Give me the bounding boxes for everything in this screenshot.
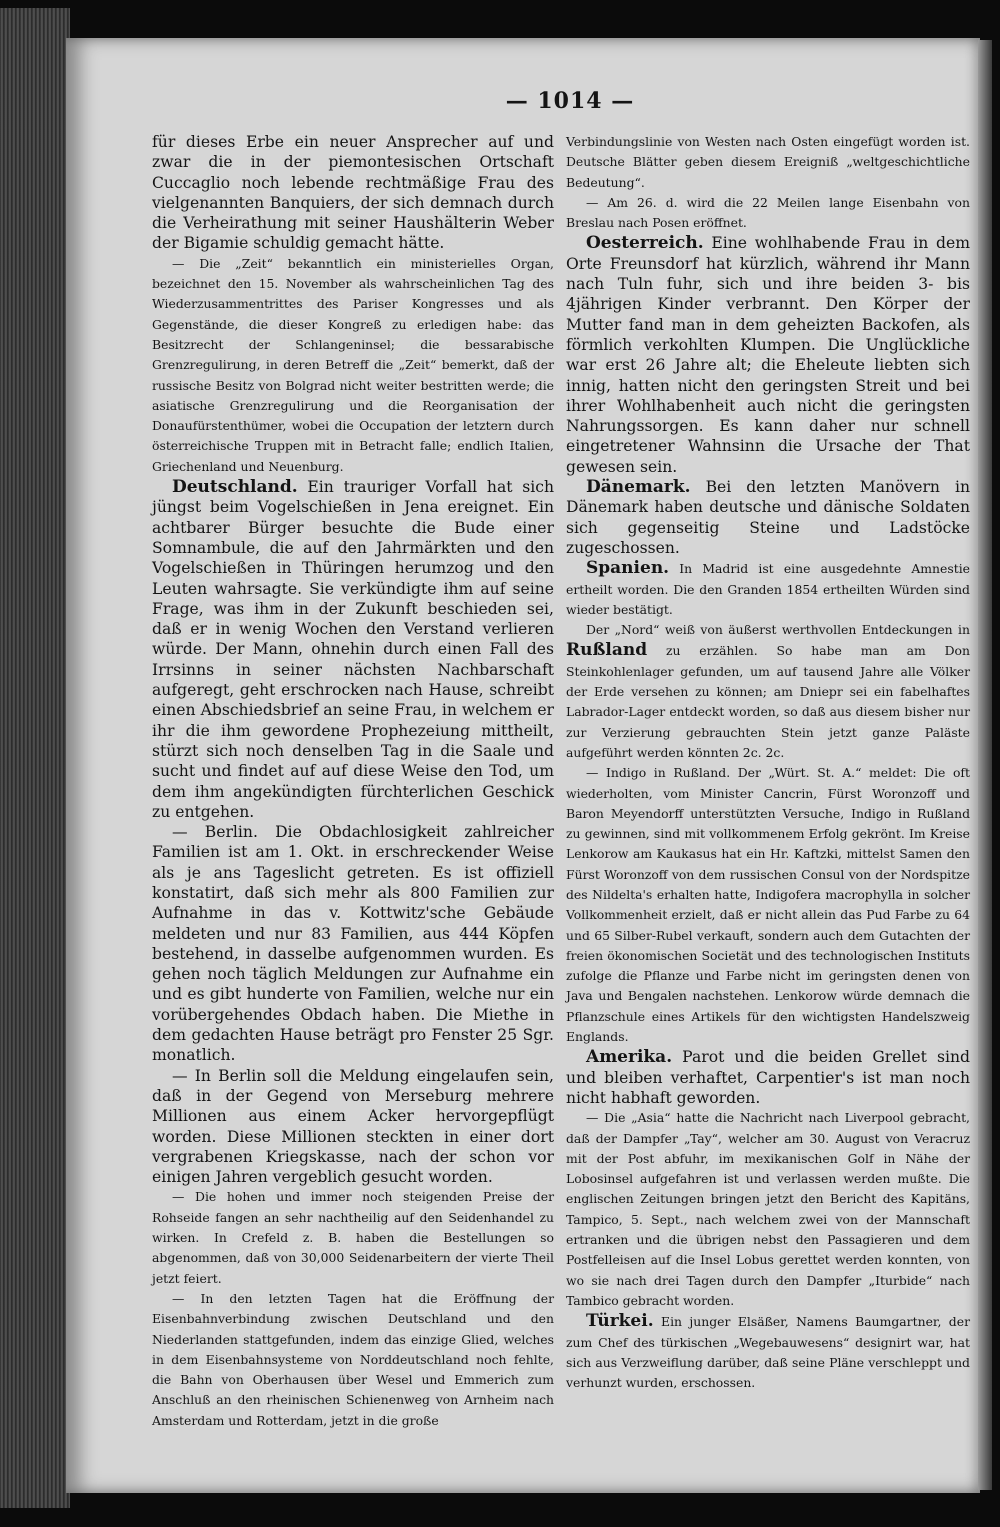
section-heading-spanien: Spanien. [586, 558, 670, 579]
section-heading-amerika: Amerika. [586, 1047, 673, 1068]
article-text: zu erzählen. So habe man am Don Steinkohlenlager gefunden, um auf tausend Jahre alle Völker der Erde versehen zu können; am Dniepr sei ein fabelhaftes Labrador-Lager entdeckt worden, so daß aus diesem bisher nur zur Verzierung gebrauchten Stein jetzt ganze Paläste aufgeführt werden könnten 2c. 2c. [566, 643, 970, 760]
book-page-edges [0, 8, 70, 1508]
article-paragraph [566, 477, 970, 558]
section-heading-oesterreich: Oesterreich. [586, 233, 704, 254]
article-paragraph: — Die hohen und immer noch steigenden Preise der Rohseide fangen an sehr nachtheilig auf den Seidenhandel zu wirken. In Crefeld z. B. haben die Bestellungen so abgenommen, daß von 30,000 Seidenarbeitern der vierte Theil jetzt feiert. [152, 1189, 554, 1286]
article-paragraph: — Indigo in Rußland. Der „Würt. St. A.“ meldet: Die oft wiederholten, vom Minister Cancrin, Fürst Woronzoff und Baron Meyendorff unterstützten Versuche, Indigo in Rußland zu gewinnen, sind mit vollkommenem Erfolg gekrönt. Im Kreise Lenkorow am Kaukasus hat ein Hr. Kaftzki, mittelst Samen den Fürst Woronzoff von dem russischen Consul von der Nordspitze des Nildelta's erhalten hatte, Indigofera macrophylla in solcher Vollkommenheit erzielt, daß er nicht allein das Pud Farbe zu 64 und 65 Silber-Rubel verkauft, sondern auch dem Gutachten der freien ökonomischen Societät und des technologischen Instituts zufolge die Pflanze und Farbe nicht im geringsten denen von Java und Bengalen nachstehen. Lenkorow würde demnach die Pflanzschule eines Artikels für den wichtigsten Handelszweig Englands. [566, 765, 970, 1045]
page-right-edge [978, 40, 992, 1490]
article-text: Eine wohlhabende Frau in dem Orte Freunsdorf hat kürzlich, während ihr Mann nach Tuln fuhr, sich und ihre beiden 3- bis 4jährigen Kinder verbrannt. Den Körper der Mutter fand man in dem geheizten Backofen, als förmlich verkohlten Klumpen. Die Unglückliche war erst 26 Jahre alt; die Eheleute liebten sich innig, hatten nicht den geringsten Streit und bei ihrer Wohlhabenheit auch nicht die geringsten Nahrungssorgen. Es kann daher nur schnell eingetretener Wahnsinn die Ursache der That gewesen sein. [566, 234, 970, 476]
article-text: Ein junger Elsäßer, Namens Baumgartner, der zum Chef des türkischen „Wegebauwesens“ designirt war, hat sich aus Verzweiflung darüber, daß seine Pläne verschleppt und verhunzt wurden, erschossen. [566, 1314, 970, 1391]
article-paragraph: — In Berlin soll die Meldung eingelaufen sein, daß in der Gegend von Merseburg mehrere Millionen aus einem Acker hervorgepflügt worden. Diese Millionen steckten in einer dort vergrabenen Kriegskasse, nach der schon vor einigen Jahren vergeblich gesucht worden. [152, 1066, 554, 1187]
left-column [152, 132, 554, 1431]
article-paragraph: — Die „Zeit“ bekanntlich ein ministerielles Organ, bezeichnet den 15. November als wahrscheinlichen Tag des Wiederzusammentrittes des Pariser Kongresses und als Gegenstände, die dieser Kongreß zu erledigen habe: das Besitzrecht der Schlangeninsel; die bessarabische Grenzregulirung, in deren Betreff die „Zeit“ bemerkt, daß der russische Besitz von Bolgrad nicht weiter bestritten werde; die asiatische Grenzregulirung und die Reorganisation der Donaufürstenthümer, wobei die Occupation der letztern durch österreichische Truppen mit in Betracht falle; endlich Italien, Griechenland und Neuenburg. [152, 255, 554, 474]
article-text: Bei den letzten Manövern in Dänemark haben deutsche und dänische Soldaten sich gegenseitig Steine und Ladstöcke zugeschossen. [566, 478, 970, 557]
article-paragraph [566, 558, 970, 620]
article-text: Der „Nord“ weiß von äußerst werthvollen Entdeckungen in [586, 622, 970, 638]
right-column [566, 132, 970, 1393]
article-paragraph [566, 1047, 970, 1108]
article-paragraph [566, 1311, 970, 1393]
article-paragraph: — Berlin. Die Obdachlosigkeit zahlreicher Familien ist am 1. Okt. in erschreckender Weise als je ans Tageslicht getreten. Es ist offiziell konstatirt, daß sich mehr als 800 Familien zur Aufnahme in das v. Kottwitz'sche Gebäude meldeten und nur 83 Familien, aus 444 Köpfen bestehend, in dasselbe aufgenommen wurden. Es gehen noch täglich Meldungen zur Aufnahme ein und es gibt hunderte von Familien, welche nur ein vorübergehendes Obdach haben. Die Miethe in dem gedachten Hause beträgt pro Fenster 25 Sgr. monatlich. [152, 823, 554, 1065]
article-text: Ein trauriger Vorfall hat sich jüngst beim Vogelschießen in Jena ereignet. Ein achtbarer Bürger besuchte die Bude einer Somnambule, die auf den Jahrmärkten und den Vogelschießen in Thüringen herumzog und den Leuten wahrsagte. Sie verkündigte ihm auf seine Frage, was ihm in der Zukunft beschieden sei, daß er in wenig Wochen den Verstand verlieren würde. Der Mann, ohnehin durch einen Fall des Irrsinns in seiner nächsten Nachbarschaft aufgeregt, geht erschrocken nach Hause, schreibt einen Abschiedsbrief an seine Frau, in welchem er ihr die ihm gewordene Prophezeiung mittheilt, stürzt sich noch denselben Tag in die Saale und sucht und findet auf auf diese Weise den Tod, um dem ihm angekündigten fürchterlichen Geschick zu entgehen. [152, 478, 554, 821]
article-paragraph [152, 477, 554, 822]
article-paragraph: für dieses Erbe ein neuer Ansprecher auf und zwar die in der piemontesischen Ortschaft Cuccaglio noch lebende rechtmäßige Frau des vielgenannten Banquiers, der sich demnach durch die Verheirathung mit seiner Haushälterin Weber der Bigamie schuldig gemacht hätte. [152, 133, 554, 253]
section-heading-daenemark: Dänemark. [586, 477, 691, 498]
article-paragraph [566, 233, 970, 477]
page-number: — 1014 — [505, 88, 635, 114]
article-paragraph: Verbindungslinie von Westen nach Osten eingefügt worden ist. Deutsche Blätter geben diesem Ereigniß „weltgeschichtliche Bedeutung“. [566, 134, 970, 190]
article-paragraph: — In den letzten Tagen hat die Eröffnung der Eisenbahnverbindung zwischen Deutschland und den Niederlanden stattgefunden, indem das einzige Glied, welches in dem Eisenbahnsysteme von Norddeutschland noch fehlte, die Bahn von Oberhausen über Wesel und Emmerich zum Anschluß an den rheinischen Schienenweg von Arnheim nach Amsterdam und Rotterdam, jetzt in die große [152, 1290, 554, 1428]
article-text: Parot und die beiden Grellet sind und bleiben verhaftet, Carpentier's ist man noch nicht habhaft geworden. [566, 1048, 970, 1107]
article-paragraph: — Am 26. d. wird die 22 Meilen lange Eisenbahn von Breslau nach Posen eröffnet. [566, 194, 970, 231]
article-paragraph: — Die „Asia“ hatte die Nachricht nach Liverpool gebracht, daß der Dampfer „Tay“, welcher am 30. August von Veracruz mit der Post abfuhr, im mexikanischen Golf in Nähe der Lobosinsel aufgefahren ist und verlassen werden mußte. Die englischen Zeitungen bringen jetzt den Bericht des Kapitäns, Tampico, 5. Sept., nach welchem zwei von der Mannschaft ertranken und die übrigen nebst den Passagieren und dem Postfelleisen auf die Insel Lobus gerettet werden konnten, von wo sie nach drei Tagen durch den Dampfer „Iturbide“ nach Tambico gebracht worden. [566, 1110, 970, 1308]
article-paragraph [566, 620, 970, 763]
section-heading-deutschland: Deutschland. [172, 477, 298, 498]
article-text: In Madrid ist eine ausgedehnte Amnestie ertheilt worden. Die den Granden 1854 ertheilten Würden sind wieder bestätigt. [566, 561, 970, 617]
section-heading-tuerkei: Türkei. [586, 1311, 654, 1332]
section-heading-russland: Rußland [566, 640, 648, 661]
